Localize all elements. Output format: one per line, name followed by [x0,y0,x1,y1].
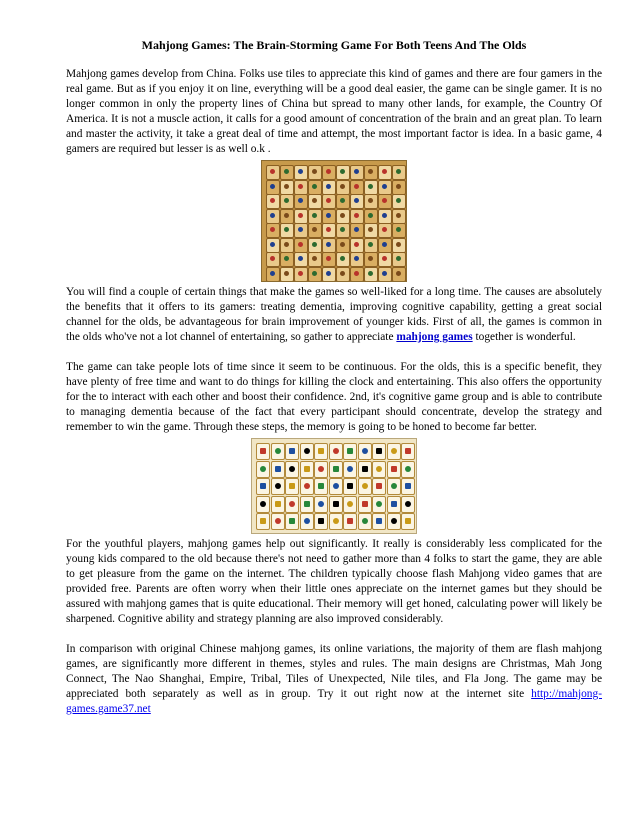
mahjong-tile [378,180,392,195]
mahjong-tile [350,209,364,224]
mahjong-tile [364,209,378,224]
mahjong-tile [266,180,280,195]
mahjong-tile [378,209,392,224]
mahjong-tile [308,223,322,238]
document-title: Mahjong Games: The Brain-Storming Game For Both Teens And The Olds [141,38,527,52]
mahjong-tile [364,180,378,195]
mahjong-tile [308,252,322,267]
mahjong-tile [343,443,357,460]
mahjong-tile [300,461,314,478]
mahjong-tile [392,252,406,267]
mahjong-tile [285,478,299,495]
mahjong-tile [336,180,350,195]
mahjong-tile [280,223,294,238]
mahjong-tile [280,180,294,195]
mahjong-tile [392,238,406,253]
mahjong-tile [336,238,350,253]
site-link[interactable]: http://mahjong-games.game37.net [66,688,602,715]
mahjong-tile [256,513,270,530]
mahjong-tile [387,478,401,495]
mahjong-tile [372,496,386,513]
mahjong-tile [392,180,406,195]
mahjong-tile [336,194,350,209]
mahjong-tile [271,478,285,495]
mahjong-tile [285,513,299,530]
mahjong-tile [401,513,415,530]
mahjong-tile [271,496,285,513]
mahjong-tile [392,209,406,224]
mahjong-tile [387,443,401,460]
mahjong-tile [343,496,357,513]
mahjong-tile [358,443,372,460]
mahjong-tile [401,478,415,495]
mahjong-tile [329,443,343,460]
mahjong-tile [364,267,378,282]
mahjong-tile [294,223,308,238]
mahjong-tile [300,513,314,530]
mahjong-tile [392,165,406,180]
mahjong-tile [285,443,299,460]
mahjong-tile [387,461,401,478]
mahjong-tile [285,461,299,478]
mahjong-tile [266,223,280,238]
mahjong-tile [350,238,364,253]
paragraph-5: In comparison with original Chinese mahjong games, its online variations, the majority of them are flash mahjong games, are significantly more different in themes, styles and rules. The main designs are Christmas, Mah Jong Connect, The Nao Shanghai, Empire, Tribal, Tiles of Unexpected, Nile tiles, and Fla Jong. The game may be appreciated both separately as well as in group. Try it out right now at the internet site http://mahjong-games.game37.net [66,643,602,715]
mahjong-tile [378,165,392,180]
mahjong-tile [271,513,285,530]
figure-1 [66,160,602,282]
mahjong-tile [294,180,308,195]
mahjong-tile [358,461,372,478]
mahjong-tile [322,194,336,209]
mahjong-tile [300,496,314,513]
mahjong-tile [372,513,386,530]
mahjong-tile [336,165,350,180]
mahjong-tile [294,165,308,180]
mahjong-tile [350,165,364,180]
mahjong-tile [314,496,328,513]
mahjong-tile [280,252,294,267]
mahjong-tile [256,443,270,460]
mahjong-tile [336,223,350,238]
mahjong-board-image-1 [261,160,407,282]
mahjong-tile [329,478,343,495]
figure-2 [66,438,602,534]
mahjong-tile [372,461,386,478]
mahjong-tile [280,267,294,282]
mahjong-tile [256,478,270,495]
paragraph-4: For the youthful players, mahjong games help out significantly. It really is considerably less complicated for the young kids compared to the old because there's not need to gather more than 4 folks to start the game, they are able to get pleasure from the game on the internet. The children typically choose flash Mahjong video games that are provided free. Parents are often worry when their little ones appreciate on the internet games but they should be assured with mahjong games that is quite educational. Their memory will get honed, calculating power will likely be sharpened. Cognitive ability and strategy planning are also improved considerably. [66,538,602,625]
mahjong-tile [378,252,392,267]
mahjong-tile [322,209,336,224]
mahjong-tile [336,209,350,224]
mahjong-tile [350,180,364,195]
mahjong-tile [378,267,392,282]
mahjong-tile [314,461,328,478]
mahjong-tile [266,209,280,224]
mahjong-tile [266,238,280,253]
mahjong-tile [329,513,343,530]
mahjong-tile [308,267,322,282]
mahjong-tile [271,443,285,460]
mahjong-tile [266,165,280,180]
mahjong-tile [364,194,378,209]
mahjong-tile [322,252,336,267]
mahjong-tile [350,267,364,282]
mahjong-tile [378,238,392,253]
mahjong-tile [308,165,322,180]
mahjong-tile [336,252,350,267]
mahjong-tile [308,238,322,253]
document-page [66,38,602,717]
mahjong-tile [322,223,336,238]
mahjong-tile [314,478,328,495]
mahjong-board-image-2 [251,438,417,534]
mahjong-tile [314,443,328,460]
mahjong-tile [294,252,308,267]
mahjong-tile [322,267,336,282]
mahjong-tile [266,252,280,267]
mahjong-tile [350,194,364,209]
mahjong-tile [294,209,308,224]
mahjong-tile [266,267,280,282]
mahjong-tile [266,194,280,209]
mahjong-tile [280,194,294,209]
mahjong-tile [256,461,270,478]
mahjong-tile [364,238,378,253]
mahjong-tile [343,513,357,530]
mahjong-tile [401,443,415,460]
mahjong-tile [350,252,364,267]
mahjong-tile [314,513,328,530]
mahjong-tile [308,209,322,224]
mahjong-tile [271,461,285,478]
mahjong-tile [322,165,336,180]
mahjong-tile [378,194,392,209]
mahjong-tile [256,496,270,513]
mahjong-tile [358,496,372,513]
mahjong-tile [392,223,406,238]
mahjong-tile [308,180,322,195]
mahjong-tile [343,461,357,478]
mahjong-tile [364,223,378,238]
paragraph-3: The game can take people lots of time since it seem to be continuous. For the olds, this is a specific benefit, they have plenty of free time and want to do things for killing the clock and entertaining. This also offers the opportunity for the to interact with each other and boost their confidence. 2nd, it's cognitive game group and is able to contribute to managing dementia because of the fact that every participant should concentrate, develop the strategy and remember to win the game. Through these steps, the memory is going to be honed to become far better. [66,361,602,433]
paragraph-2: You will find a couple of certain things that make the games so well-liked for a long time. The causes are absolutely the benefits that it offers to its gamers: treating dementia, improving cognitive capability, getting a great social channel for the olds, be advantageous for brain improvement of younger kids. First of all, the games is common in the olds who've not a lot channel of entertaining, so gather to appreciate mahjong games together is wonderful. [66,286,602,343]
mahjong-tile [372,478,386,495]
mahjong-tile [329,461,343,478]
mahjong-tile [308,194,322,209]
mahjong-tile [322,180,336,195]
mahjong-tile [300,443,314,460]
mahjong-tile [372,443,386,460]
mahjong-tile [387,513,401,530]
paragraph-1: Mahjong games develop from China. Folks use tiles to appreciate this kind of games and there are four gamers in the real game. But as if you enjoy it on line, everything will be a good deal easier, the game can be single gamer. It is no longer common in only the property lines of China but spread to many other lands, for example, the Country Of America. It is not a muscle action, it calls for a good amount of concentration of the brain and an great plan. To learn and master the activity, it take a great deal of time and attempt, the most important factor is idea. In a basic game, 4 gamers are required but lesser is as well o.k . [66,68,602,155]
mahjong-tile [358,513,372,530]
mahjong-tile [387,496,401,513]
mahjong-tile [401,496,415,513]
mahjong-tile [280,238,294,253]
mahjong-tile [364,165,378,180]
mahjong-tile [280,165,294,180]
mahjong-tile [350,223,364,238]
mahjong-tile [300,478,314,495]
mahjong-tile [285,496,299,513]
mahjong-tile [322,238,336,253]
mahjong-tile [329,496,343,513]
mahjong-tile [364,252,378,267]
mahjong-tile [392,194,406,209]
mahjong-tile [336,267,350,282]
mahjong-tile [280,209,294,224]
mahjong-tile [358,478,372,495]
mahjong-tile [392,267,406,282]
mahjong-tile [294,267,308,282]
mahjong-tile [294,194,308,209]
mahjong-tile [343,478,357,495]
mahjong-games-link[interactable]: mahjong games [396,331,473,343]
mahjong-tile [401,461,415,478]
mahjong-tile [294,238,308,253]
mahjong-tile [378,223,392,238]
